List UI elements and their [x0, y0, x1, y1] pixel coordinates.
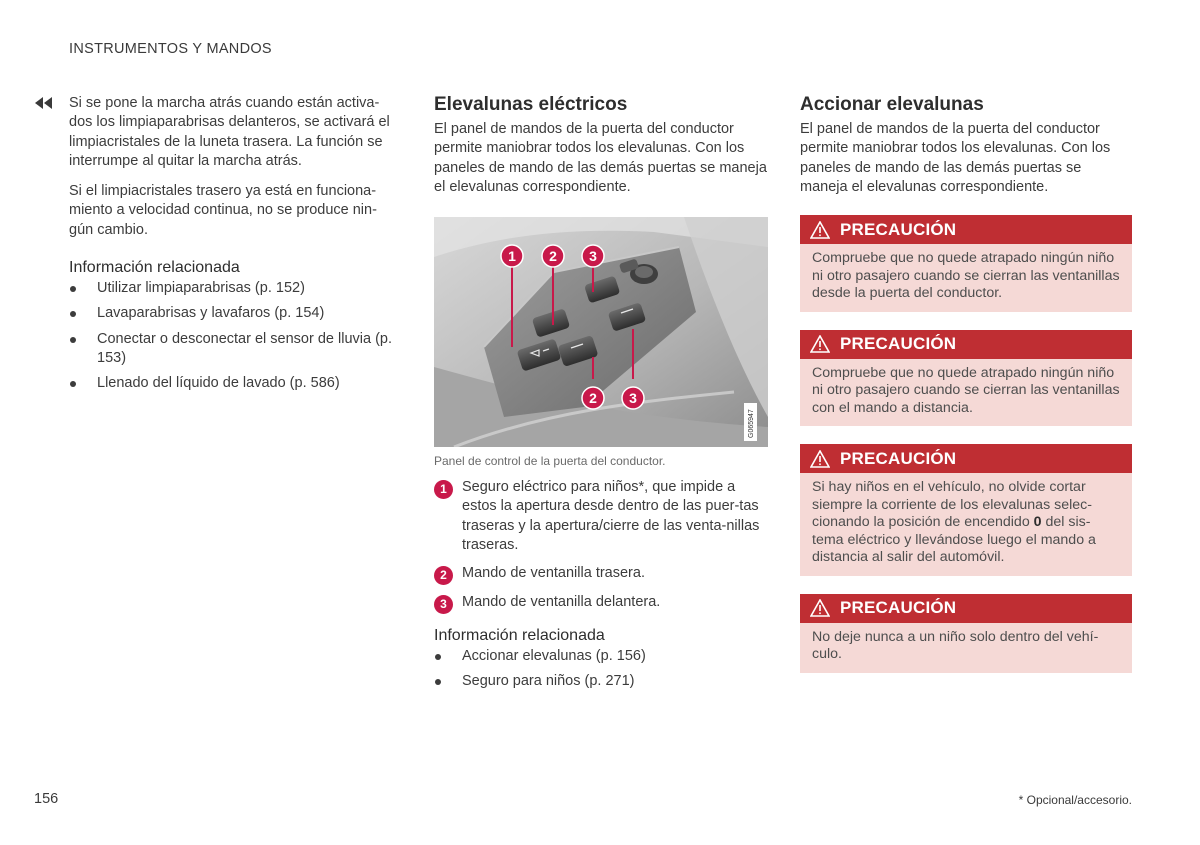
callout-item	[434, 478, 769, 555]
bullet-icon	[435, 679, 441, 685]
door-panel-figure	[434, 217, 768, 447]
bullet-icon	[70, 311, 76, 317]
callout-list	[434, 478, 769, 612]
caution-header	[800, 215, 1132, 244]
callout-item	[434, 564, 769, 583]
caution-text-part: del sis-tema eléctrico y llevándose luego el mando a distancia al salir del automóvil.	[812, 514, 1096, 566]
caution-text	[800, 473, 1132, 576]
caution-text: Compruebe que no quede atrapado ningún niño ni otro pasajero cuando se cierran las ventanillas desde la puerta del conductor.	[812, 250, 1120, 302]
figure-label: 2	[549, 248, 557, 265]
figure-label: 3	[629, 390, 637, 407]
related-link-text: Conectar o desconectar el sensor de lluvia (p. 153)	[97, 330, 392, 366]
callout-text: Mando de ventanilla delantera.	[462, 593, 661, 610]
caution-text: Compruebe que no quede atrapado ningún niño ni otro pasajero cuando se cierran las ventanillas con el mando a distancia.	[812, 364, 1120, 416]
caution-header	[800, 330, 1132, 359]
back-arrows-icon[interactable]	[34, 97, 54, 109]
related-info-heading: Información relacionada	[434, 626, 605, 644]
warning-icon	[810, 221, 830, 239]
related-info-list	[434, 647, 769, 692]
caution-title: PRECAUCIÓN	[840, 598, 957, 618]
caution-box	[800, 594, 1132, 673]
section-heading: Elevalunas eléctricos	[434, 94, 628, 115]
figure-code: G065947	[748, 409, 755, 439]
related-link-text: Llenado del líquido de lavado (p. 586)	[97, 375, 340, 392]
warning-icon	[810, 599, 830, 617]
column-middle	[434, 94, 769, 698]
caution-text: No deje nunca a un niño solo dentro del vehí-culo.	[812, 628, 1099, 663]
page-number: 156	[34, 791, 59, 807]
related-link-text: Utilizar limpiaparabrisas (p. 152)	[97, 280, 305, 297]
figure-label: 3	[589, 248, 597, 265]
section-heading: Accionar elevalunas	[800, 94, 984, 115]
paragraph: Si el limpiacristales trasero ya está en funciona-miento a velocidad continua, no se produce nin-gún cambio.	[69, 183, 377, 238]
callout-number: 2	[434, 566, 453, 585]
related-link[interactable]	[434, 672, 769, 691]
figure-caption: Panel de control de la puerta del conductor.	[434, 454, 666, 469]
related-link[interactable]	[434, 647, 769, 666]
related-link-text: Accionar elevalunas (p. 156)	[462, 647, 646, 664]
warning-icon	[810, 335, 830, 353]
paragraph: El panel de mandos de la puerta del conductor permite maniobrar todos los elevalunas. Con los paneles de mando de las demás puertas se maneja el elevalunas correspondiente.	[800, 121, 1111, 195]
callout-number: 1	[434, 480, 453, 499]
related-link-text: Seguro para niños (p. 271)	[462, 673, 635, 690]
bullet-icon	[70, 286, 76, 292]
paragraph: El panel de mandos de la puerta del conductor permite maniobrar todos los elevalunas. Con los paneles de mando de las demás puertas se maneja el elevalunas correspondiente.	[434, 121, 767, 195]
bullet-icon	[70, 337, 76, 343]
door-panel-illustration	[434, 217, 768, 447]
caution-header	[800, 594, 1132, 623]
footnote: * Opcional/accesorio.	[1018, 793, 1132, 807]
related-info-list	[69, 279, 399, 393]
callout-text: Mando de ventanilla trasera.	[462, 565, 645, 582]
callout-text: Seguro eléctrico para niños*, que impide a estos la apertura desde dentro de las puer-tas traseras y la apertura/cierre de las venta-nillas traseras.	[462, 479, 760, 554]
figure-label: 1	[508, 248, 516, 265]
related-link[interactable]	[69, 304, 399, 323]
paragraph: Si se pone la marcha atrás cuando están activa-dos los limpiaparabrisas delanteros, se activará el limpiacristales de la luneta trasera. La función se interrumpe al quitar la marcha atrás.	[69, 95, 390, 169]
callout-item	[434, 593, 769, 612]
ignition-position-value: 0	[1033, 514, 1042, 531]
related-link-text: Lavaparabrisas y lavafaros (p. 154)	[97, 305, 325, 322]
warning-icon	[810, 450, 830, 468]
bullet-icon	[70, 381, 76, 387]
caution-text-part: Si hay niños en el vehículo, no olvide cortar siempre la corriente de los elevalunas selec-cionando la posición de encendido	[812, 479, 1092, 531]
caution-box	[800, 444, 1132, 576]
caution-title: PRECAUCIÓN	[840, 448, 957, 468]
caution-title: PRECAUCIÓN	[840, 219, 957, 239]
column-left	[69, 94, 399, 400]
callout-number: 3	[434, 595, 453, 614]
related-link[interactable]	[69, 279, 399, 298]
column-right	[800, 94, 1132, 691]
related-info-heading: Información relacionada	[69, 259, 240, 277]
figure-label: 2	[589, 390, 597, 407]
related-link[interactable]	[69, 330, 399, 369]
caution-box	[800, 215, 1132, 312]
caution-box	[800, 330, 1132, 427]
related-link[interactable]	[69, 374, 399, 393]
page-header: INSTRUMENTOS Y MANDOS	[69, 41, 272, 57]
caution-header	[800, 444, 1132, 473]
bullet-icon	[435, 654, 441, 660]
caution-title: PRECAUCIÓN	[840, 334, 957, 354]
